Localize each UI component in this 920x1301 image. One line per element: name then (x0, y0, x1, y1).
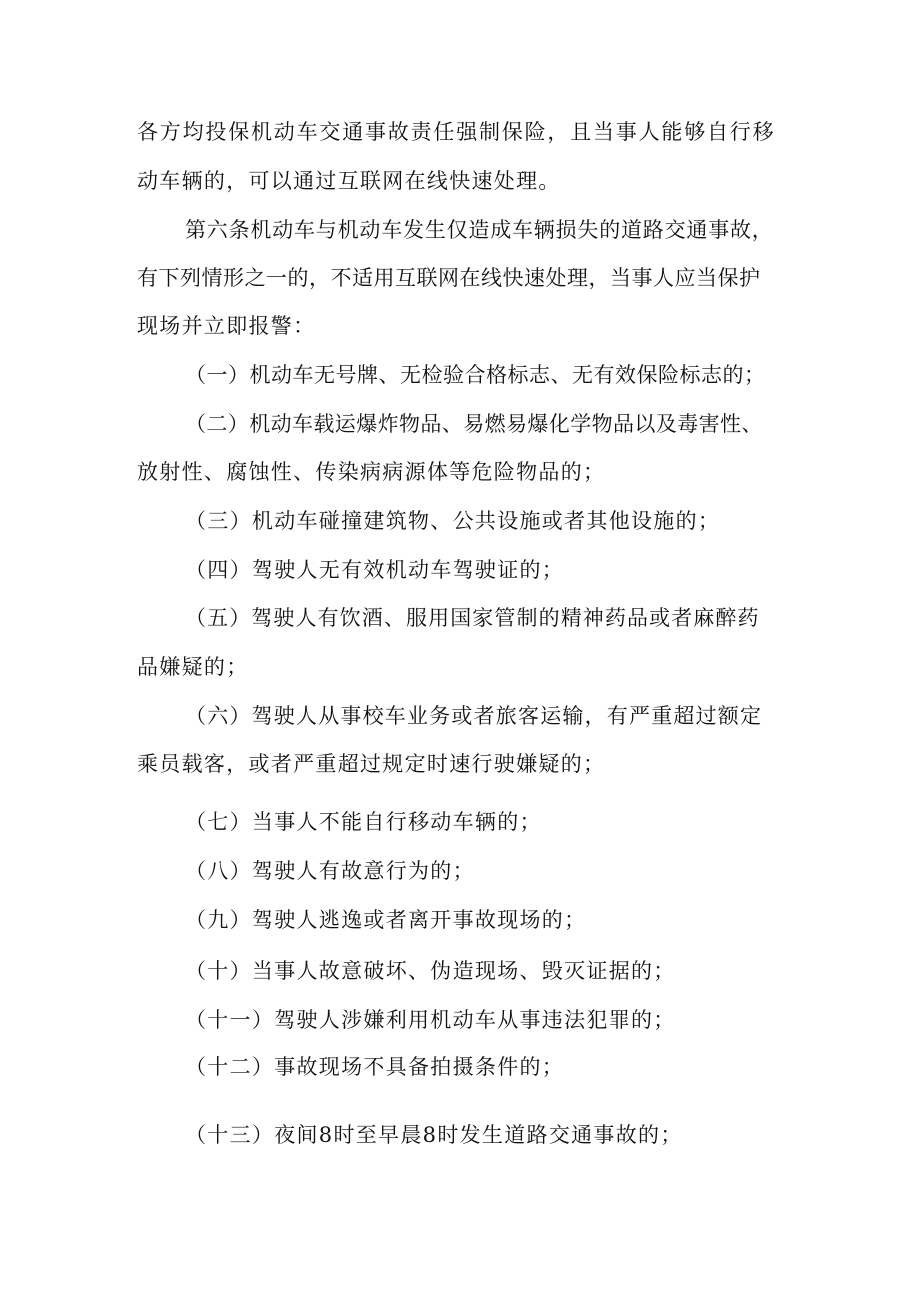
list-item-6-line-2: 乘员载客，或者严重超过规定时速行驶嫌疑的； (137, 752, 606, 776)
list-item-5-line-1: （五）驾驶人有饮酒、服用国家管制的精神药品或者麻醉药 (185, 606, 760, 630)
list-item-11: （十一）驾驶人涉嫌利用机动车从事违法犯罪的； (185, 1008, 676, 1032)
list-item-9: （九）驾驶人逃逸或者离开事故现场的； (185, 908, 587, 932)
list-item-1: （一）机动车无号牌、无检验合格标志、无有效保险标志的； (185, 363, 766, 387)
list-item-12: （十二）事故现场不具备拍摄条件的； (185, 1055, 565, 1079)
list-item-3: （三）机动车碰撞建筑物、公共设施或者其他设施的； (185, 509, 721, 533)
article-six-line-1: 第六条机动车与机动车发生仅造成车辆损失的道路交通事故， (185, 218, 774, 242)
list-item-6-line-1: （六）驾驶人从事校车业务或者旅客运输，有严重超过额定 (185, 704, 763, 728)
list-item-8: （八）驾驶人有故意行为的； (185, 859, 475, 883)
list-item-2-line-2: 放射性、腐蚀性、传染病病源体等危险物品的； (137, 460, 606, 484)
list-item-10: （十）当事人故意破坏、伪造现场、毁灭证据的； (185, 959, 676, 983)
paragraph-line-2: 动车辆的，可以通过互联网在线快速处理。 (137, 169, 561, 193)
article-six-line-3: 现场并立即报警： (137, 314, 316, 338)
article-six-line-2: 有下列情形之一的，不适用互联网在线快速处理，当事人应当保护 (137, 266, 761, 290)
list-item-5-line-2: 品嫌疑的； (137, 655, 249, 679)
paragraph-line-1: 各方均投保机动车交通事故责任强制保险，且当事人能够自行移 (137, 120, 776, 144)
list-item-13: （十三）夜间8时至早晨8时发生道路交通事故的； (185, 1123, 683, 1147)
list-item-2-line-1: （二）机动车载运爆炸物品、易燃易爆化学物品以及毒害性、 (185, 412, 763, 436)
list-item-4: （四）驾驶人无有效机动车驾驶证的； (185, 558, 565, 582)
list-item-7: （七）当事人不能自行移动车辆的； (185, 810, 542, 834)
